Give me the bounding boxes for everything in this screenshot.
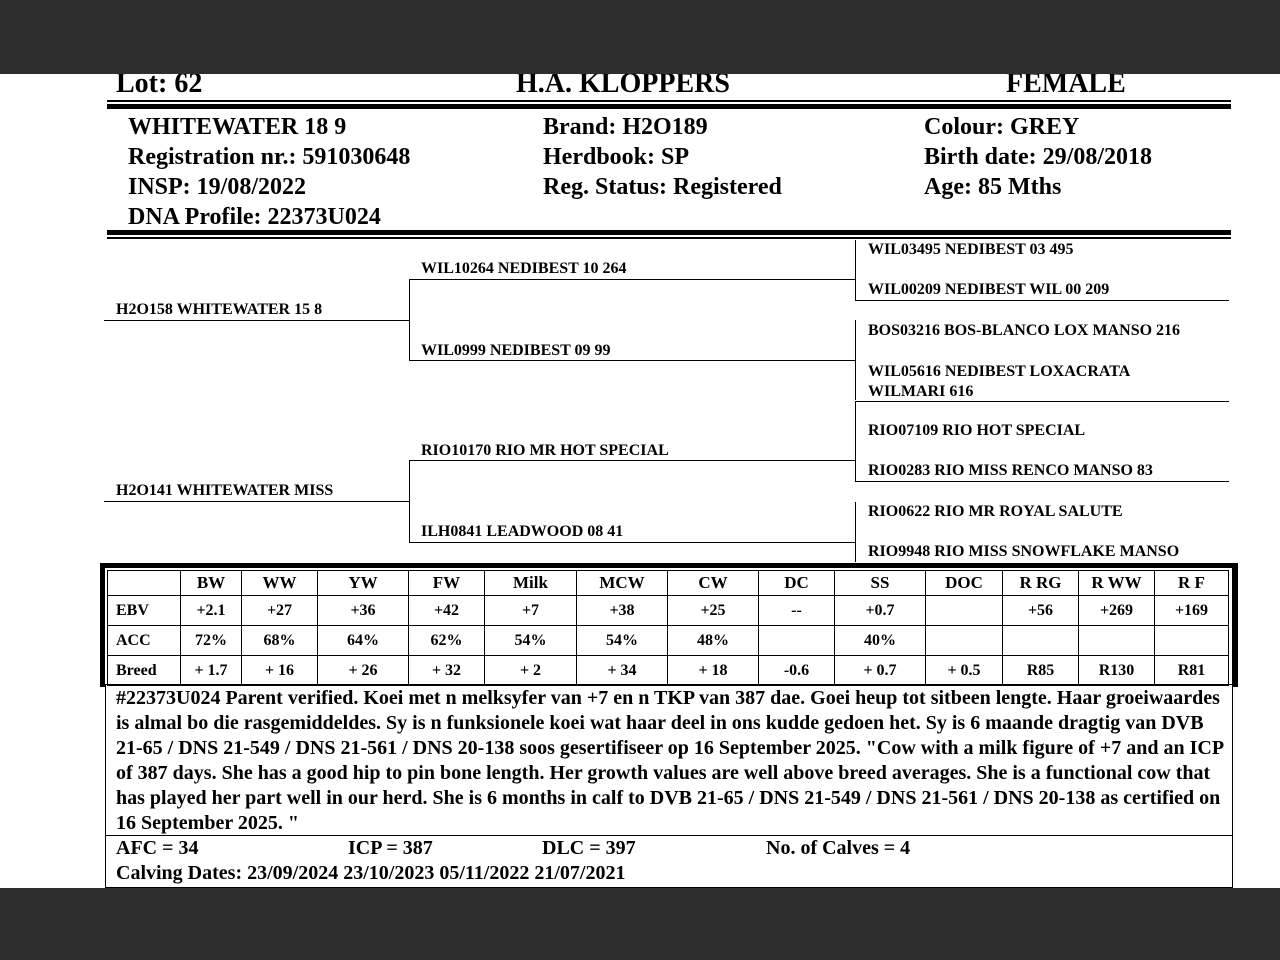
- ebv-header-cell: DC: [759, 571, 835, 596]
- ebv-header-row: [108, 571, 1229, 596]
- pedigree-sire-dam: WIL0999 NEDIBEST 09 99: [421, 342, 611, 359]
- ebv-cell: 54%: [485, 626, 577, 656]
- pedigree-sire-sire: WIL10264 NEDIBEST 10 264: [421, 260, 627, 277]
- ebv-cell: + 0.5: [926, 656, 1003, 686]
- pedigree-ggp: WIL00209 NEDIBEST WIL 00 209: [868, 281, 1110, 298]
- ebv-cell: +27: [242, 596, 318, 626]
- ebv-cell: +269: [1079, 596, 1155, 626]
- pedigree-connector: [855, 320, 856, 400]
- pedigree-ggp: WIL03495 NEDIBEST 03 495: [868, 241, 1074, 258]
- ebv-cell: +7: [485, 596, 577, 626]
- pedigree-line: [104, 501, 409, 502]
- pedigree-connector: [409, 461, 410, 543]
- ebv-header-cell: BW: [181, 571, 242, 596]
- ebv-cell: +2.1: [181, 596, 242, 626]
- pedigree-line: [855, 401, 1229, 402]
- header-rule-thin: [107, 100, 1231, 102]
- herdbook: Herdbook: SP: [543, 144, 690, 170]
- ebv-cell: + 16: [242, 656, 318, 686]
- ebv-cell: Breed: [108, 656, 181, 686]
- lot-sheet: [0, 74, 1280, 888]
- pedigree-line: [409, 279, 855, 280]
- pedigree-dam-sire: RIO10170 RIO MR HOT SPECIAL: [421, 442, 669, 459]
- ebv-cell: R130: [1079, 656, 1155, 686]
- ebv-cell: +56: [1003, 596, 1079, 626]
- pedigree-dam-dam: ILH0841 LEADWOOD 08 41: [421, 523, 624, 540]
- animal-sex: FEMALE: [1006, 74, 1126, 99]
- ebv-cell: + 26: [318, 656, 409, 686]
- ebv-cell: + 1.7: [181, 656, 242, 686]
- ebv-cell: [926, 596, 1003, 626]
- dlc: DLC = 397: [542, 837, 636, 859]
- ebv-header-cell: FW: [409, 571, 485, 596]
- number-of-calves: No. of Calves = 4: [766, 837, 911, 859]
- ebv-cell: [926, 626, 1003, 656]
- colour: Colour: GREY: [924, 114, 1080, 140]
- pedigree-connector: [855, 502, 856, 562]
- ebv-frame-left: [100, 563, 105, 687]
- ebv-header-cell: R F: [1155, 571, 1229, 596]
- ebv-cell: 64%: [318, 626, 409, 656]
- ebv-header-cell: MCW: [577, 571, 668, 596]
- ebv-row: [108, 626, 1229, 656]
- ebv-header-cell: CW: [668, 571, 759, 596]
- ebv-header-cell: WW: [242, 571, 318, 596]
- ebv-cell: R81: [1155, 656, 1229, 686]
- ebv-header-cell: R RG: [1003, 571, 1079, 596]
- ebv-header-cell: R WW: [1079, 571, 1155, 596]
- dna-profile: DNA Profile: 22373U024: [128, 204, 381, 230]
- birth-date: Birth date: 29/08/2018: [924, 144, 1152, 170]
- info-rule-thin: [107, 237, 1231, 239]
- ebv-cell: +38: [577, 596, 668, 626]
- ebv-cell: -0.6: [759, 656, 835, 686]
- afc: AFC = 34: [116, 837, 199, 859]
- ebv-row: [108, 596, 1229, 626]
- ebv-row: [108, 656, 1229, 686]
- ebv-cell: + 0.7: [835, 656, 926, 686]
- calving-dates: Calving Dates: 23/09/2024 23/10/2023 05/11/2022 21/07/2021: [116, 862, 626, 884]
- ebv-cell: [759, 626, 835, 656]
- ebv-cell: +36: [318, 596, 409, 626]
- ebv-cell: + 34: [577, 656, 668, 686]
- pedigree-ggp: RIO07109 RIO HOT SPECIAL: [868, 422, 1086, 439]
- inspection-date: INSP: 19/08/2022: [128, 174, 307, 200]
- ebv-cell: [1003, 626, 1079, 656]
- pedigree-line: [855, 481, 1229, 482]
- ebv-cell: 72%: [181, 626, 242, 656]
- pedigree-ggp: RIO0622 RIO MR ROYAL SALUTE: [868, 503, 1123, 520]
- ebv-cell: 48%: [668, 626, 759, 656]
- pedigree-line: [409, 542, 855, 543]
- pedigree-ggp: RIO0283 RIO MISS RENCO MANSO 83: [868, 462, 1153, 479]
- pedigree-line: [409, 460, 855, 461]
- registration-number: Registration nr.: 591030648: [128, 144, 411, 170]
- ebv-cell: +42: [409, 596, 485, 626]
- ebv-cell: + 18: [668, 656, 759, 686]
- ebv-table: [107, 570, 1229, 686]
- ebv-cell: --: [759, 596, 835, 626]
- pedigree-connector: [855, 401, 856, 481]
- ebv-cell: [1079, 626, 1155, 656]
- ebv-cell: 40%: [835, 626, 926, 656]
- pedigree-ggp: BOS03216 BOS-BLANCO LOX MANSO 216: [868, 322, 1181, 339]
- pedigree-ggp: WIL05616 NEDIBEST LOXACRATA: [868, 363, 1131, 380]
- ebv-cell: + 32: [409, 656, 485, 686]
- animal-name: WHITEWATER 18 9: [128, 114, 347, 140]
- ebv-cell: +169: [1155, 596, 1229, 626]
- ebv-cell: 54%: [577, 626, 668, 656]
- ebv-cell: +0.7: [835, 596, 926, 626]
- ebv-cell: 62%: [409, 626, 485, 656]
- viewer-bottom-bar: [0, 888, 1280, 960]
- pedigree-connector: [855, 240, 856, 300]
- ebv-cell: +25: [668, 596, 759, 626]
- pedigree-line: [409, 360, 855, 361]
- comments-text: #22373U024 Parent verified. Koei met n melksyfer van +7 en n TKP van 387 dae. Goei heup tot sitbeen lengte. Haar groeiwaardes is almal bo die rasgemiddeldes. Sy is n funksionele koei wat haar deel in ons kudde gedoen het. Sy is 6 maande dragtig van DVB 21-65 / DNS 21-549 / DNS 21-561 / DNS 20-138 soos gesertifiseer op 16 September 2025. "Cow with a milk figure of +7 and an ICP of 387 days. She has a good hip to pin bone length. Her growth values are well above breed averages. She is a functional cow that has played her part well in our herd. She is 6 months in calf to DVB 21-65 / DNS 21-549 / DNS 21-561 / DNS 20-138 as certified on 16 September 2025. ": [116, 687, 1223, 834]
- ebv-cell: [1155, 626, 1229, 656]
- ebv-header-cell: SS: [835, 571, 926, 596]
- ebv-header-cell: Milk: [485, 571, 577, 596]
- breeder-name: H.A. KLOPPERS: [516, 74, 730, 99]
- pedigree-dam: H2O141 WHITEWATER MISS: [116, 482, 334, 499]
- ebv-cell: + 2: [485, 656, 577, 686]
- header-rule-thick: [107, 104, 1231, 109]
- ebv-frame-top: [100, 563, 1238, 568]
- pedigree-ggp: WILMARI 616: [868, 383, 974, 400]
- ebv-header-cell: [108, 571, 181, 596]
- pedigree-line: [855, 300, 1229, 301]
- ebv-cell: ACC: [108, 626, 181, 656]
- pedigree-line: [104, 320, 409, 321]
- lot-number: Lot: 62: [116, 74, 203, 99]
- pedigree-ggp: RIO9948 RIO MISS SNOWFLAKE MANSO: [868, 543, 1180, 560]
- viewer-top-bar: [0, 0, 1280, 74]
- ebv-frame-right: [1232, 563, 1238, 687]
- ebv-cell: R85: [1003, 656, 1079, 686]
- pedigree-connector: [409, 279, 410, 361]
- icp: ICP = 387: [348, 837, 433, 859]
- registration-status: Reg. Status: Registered: [543, 174, 782, 200]
- info-rule-thick: [107, 230, 1231, 235]
- ebv-cell: EBV: [108, 596, 181, 626]
- ebv-header-cell: DOC: [926, 571, 1003, 596]
- brand: Brand: H2O189: [543, 114, 708, 140]
- age: Age: 85 Mths: [924, 174, 1062, 200]
- ebv-cell: 68%: [242, 626, 318, 656]
- pedigree-sire: H2O158 WHITEWATER 15 8: [116, 301, 323, 318]
- ebv-header-cell: YW: [318, 571, 409, 596]
